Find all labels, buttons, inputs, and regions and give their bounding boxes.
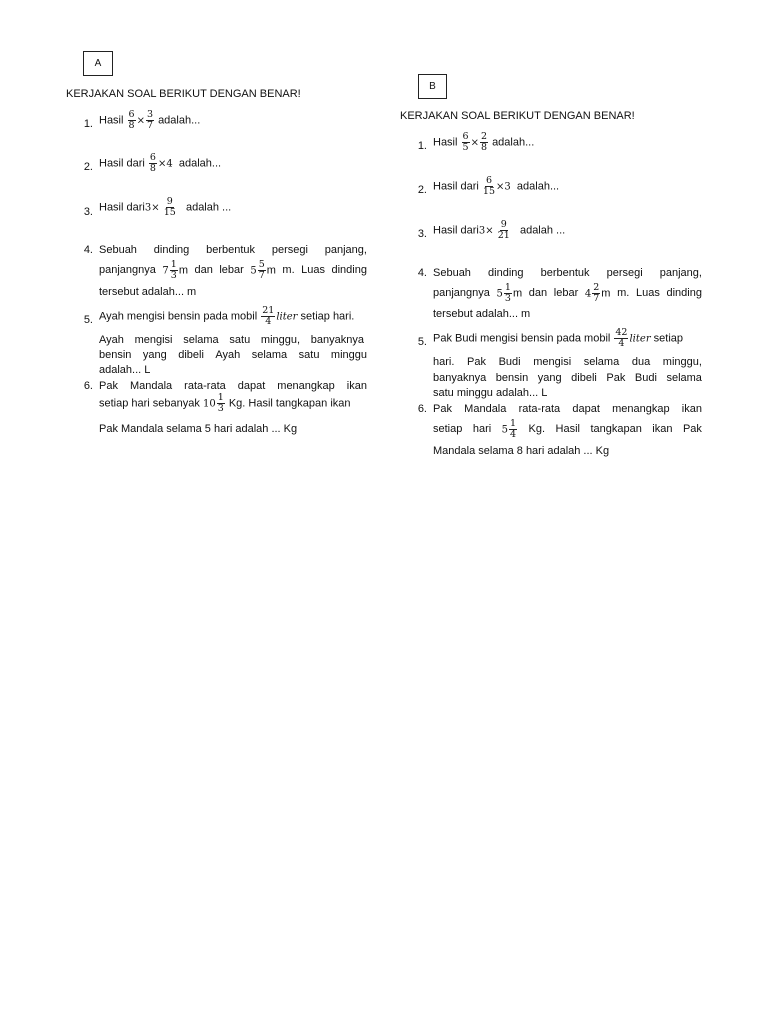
b-q4-number: 4. (417, 267, 427, 279)
a-q4-number: 4. (83, 244, 93, 256)
a-q1-number: 1. (83, 118, 93, 130)
a-q5-line-1: Ayah mengisi bensin pada mobil $\frac{21}{4}$ liter setiap hari. (99, 305, 355, 327)
b-q6-line-1: Pak Mandala rata-rata dapat menangkap ikan (433, 403, 702, 415)
b-q4-line-3: tersebut adalah... m (433, 308, 531, 320)
a-q3-fraction: $\frac{9}{15}$ (163, 196, 176, 218)
a-q5-line-2: Ayah mengisi selama satu minggu, banyaknya (99, 334, 364, 346)
b-q1-fraction-1: $\frac{6}{5}$ (462, 131, 469, 153)
b-q4-line-2: panjangnya 5 $\frac{1}{3}$ m dan lebar 4 $\frac{2}{7}$ m m. Luas dinding (433, 281, 702, 304)
a-q3-text: Hasil dari3× $\frac{9}{15}$ adalah ... (99, 196, 232, 218)
b-q4-mixed-1: $\frac{1}{3}$ (504, 281, 511, 304)
a-q6-line-1: Pak Mandala rata-rata dapat menangkap ikan (99, 380, 367, 392)
a-q6-line-3: Pak Mandala selama 5 hari adalah ... Kg (99, 423, 298, 435)
sheet-b-heading: KERJAKAN SOAL BERIKUT DENGAN BENAR! (400, 110, 635, 122)
a-q3-number: 3. (83, 206, 93, 218)
a-q2-number: 2. (83, 161, 93, 173)
b-q5-fraction: $\frac{42}{4}$ (615, 327, 628, 349)
a-q6-number: 6. (83, 380, 93, 392)
a-q4-line-2: panjangnya 7 $\frac{1}{3}$ m dan lebar 5 $\frac{5}{7}$ m m. Luas dinding (99, 258, 367, 281)
b-q5-line-3: banyaknya bensin yang dibeli Pak Budi selama (433, 372, 702, 384)
b-q3-number: 3. (417, 228, 427, 240)
b-q5-line-4: satu minggu adalah... L (433, 387, 548, 399)
b-q6-number: 6. (417, 403, 427, 415)
a-q5-line-3: bensin yang dibeli Ayah selama satu minggu (99, 349, 367, 361)
a-q4-mixed-1: $\frac{1}{3}$ (170, 258, 177, 281)
b-q2-text: Hasil dari $\frac{6}{15}$ ×3 adalah... (433, 175, 560, 197)
sheet-b-label: B (429, 81, 436, 92)
a-q1-fraction-1: $\frac{6}{8}$ (128, 109, 135, 131)
a-q4-line-3: tersebut adalah... m (99, 286, 197, 298)
b-q5-line-2: hari. Pak Budi mengisi selama dua minggu, (433, 356, 702, 368)
b-q3-text: Hasil dari3× $\frac{9}{21}$ adalah ... (433, 219, 566, 241)
b-q1-text: Hasil $\frac{6}{5}$ × $\frac{2}{8}$ adalah... (433, 131, 535, 153)
a-q6-mixed: $\frac{1}{3}$ (217, 392, 224, 414)
b-q2-number: 2. (417, 184, 427, 196)
a-q1-fraction-2: $\frac{3}{7}$ (146, 109, 153, 131)
b-q4-line-1: Sebuah dinding berbentuk persegi panjang, (433, 267, 702, 279)
a-q5-line-4: adalah... L (99, 364, 151, 376)
a-q4-line-1: Sebuah dinding berbentuk persegi panjang, (99, 244, 367, 256)
b-q5-line-1: Pak Budi mengisi bensin pada mobil $\frac{42}{4}$ liter setiap (433, 327, 684, 349)
b-q6-line-2: setiap hari 5 $\frac{1}{4}$ Kg. Hasil tangkapan ikan Pak (433, 417, 702, 440)
b-q3-fraction: $\frac{9}{21}$ (497, 219, 510, 241)
a-q6-line-2: setiap hari sebanyak 10 $\frac{1}{3}$ Kg. Hasil tangkapan ikan (99, 392, 351, 414)
a-q2-fraction: $\frac{6}{8}$ (149, 152, 156, 174)
sheet-a-heading: KERJAKAN SOAL BERIKUT DENGAN BENAR! (66, 88, 301, 100)
b-q2-fraction: $\frac{6}{15}$ (482, 175, 496, 197)
a-q1-text: Hasil $\frac{6}{8}$ × $\frac{3}{7}$ adalah... (99, 109, 201, 131)
a-q5-fraction: $\frac{21}{4}$ (262, 305, 275, 327)
b-q6-mixed: $\frac{1}{4}$ (510, 417, 517, 440)
sheet-a-label-box (83, 51, 113, 76)
sheet-a-label: A (94, 58, 102, 69)
a-q2-text: Hasil dari $\frac{6}{8}$ ×4 adalah... (99, 152, 222, 174)
b-q4-mixed-2: $\frac{2}{7}$ (593, 281, 600, 304)
b-q1-fraction-2: $\frac{2}{8}$ (480, 131, 487, 153)
b-q6-line-3: Mandala selama 8 hari adalah ... Kg (433, 445, 610, 457)
a-q4-mixed-2: $\frac{5}{7}$ (258, 258, 265, 281)
b-q5-number: 5. (417, 336, 427, 348)
sheet-b-label-box (418, 74, 447, 99)
a-q5-number: 5. (83, 314, 93, 326)
b-q1-number: 1. (417, 140, 427, 152)
